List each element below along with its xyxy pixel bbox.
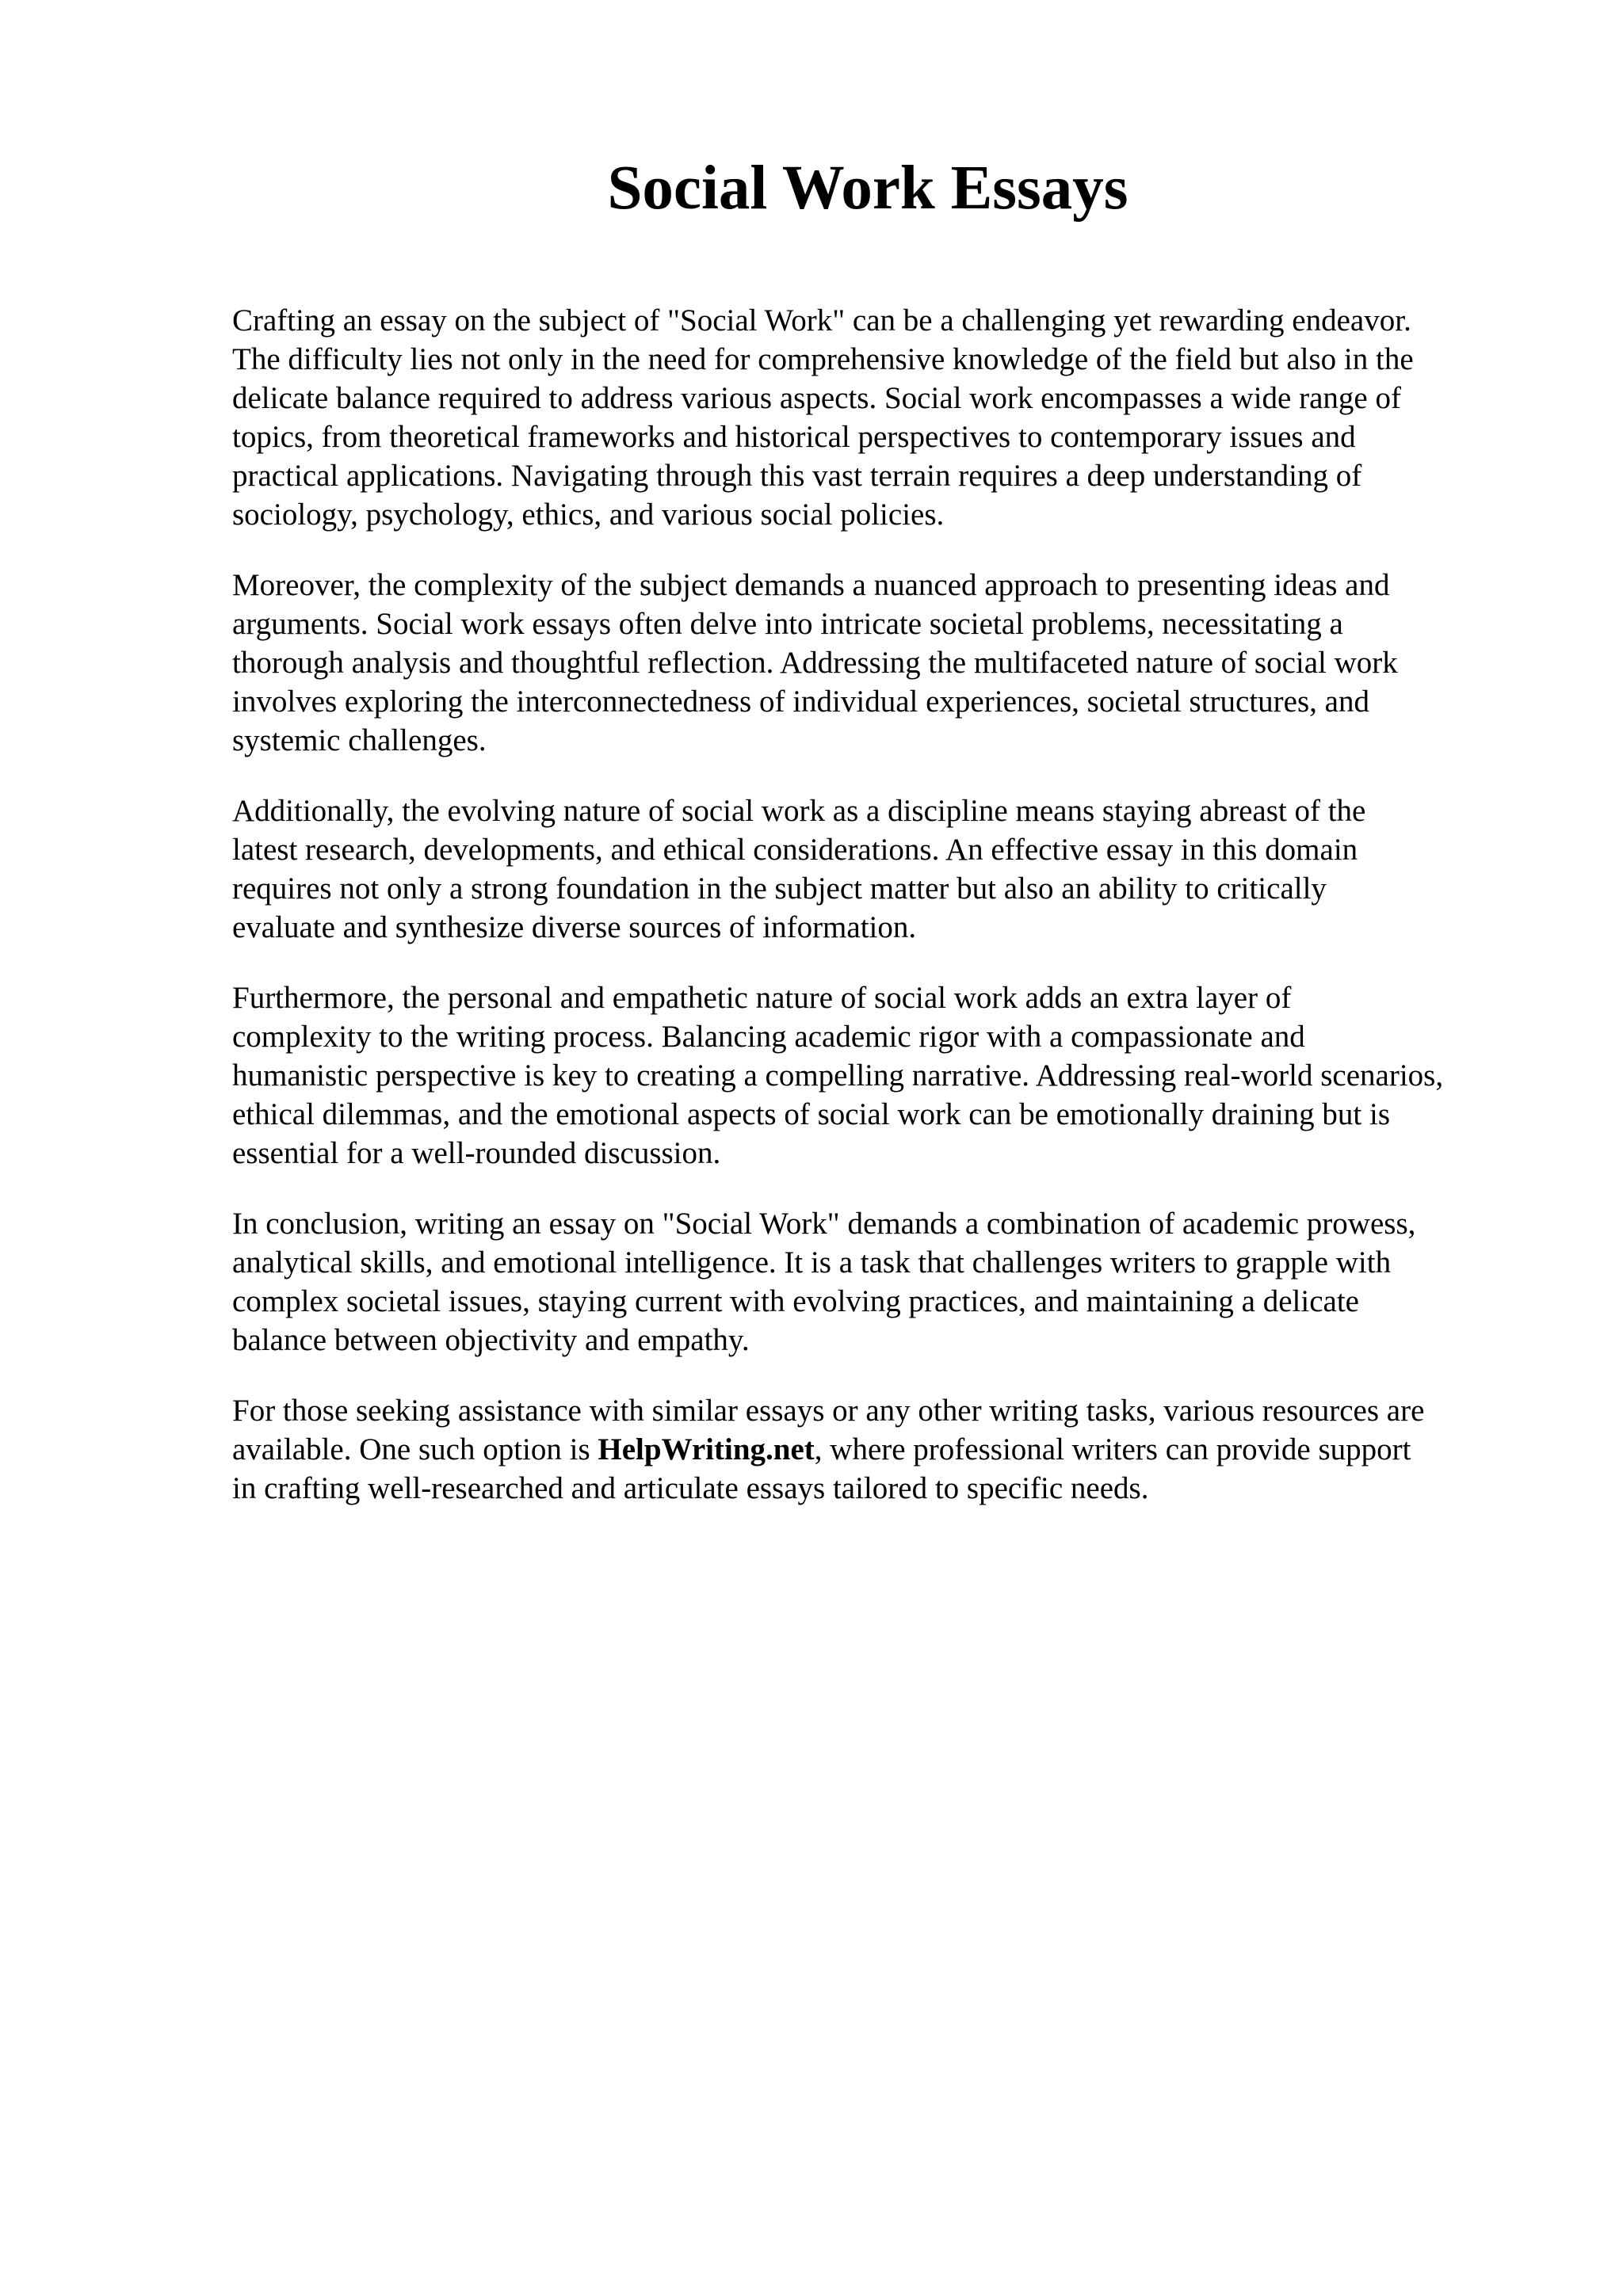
- text-line: arguments. Social work essays often delve into intricate societal problems, necessitating a: [232, 607, 1343, 641]
- closing-paragraph: [232, 1391, 1548, 1508]
- text-line: The difficulty lies not only in the need for comprehensive knowledge of the field but also in the: [232, 342, 1414, 376]
- text-line: complex societal issues, staying current with evolving practices, and maintaining a delicate: [232, 1284, 1359, 1318]
- paragraph-1: [232, 301, 1548, 534]
- text-line: Crafting an essay on the subject of "Social Work" can be a challenging yet rewarding endeavor.: [232, 303, 1411, 338]
- text-line: evaluate and synthesize diverse sources of information.: [232, 910, 917, 944]
- text-line: Furthermore, the personal and empathetic nature of social work adds an extra layer of: [232, 981, 1292, 1015]
- text-line: balance between objectivity and empathy.: [232, 1323, 750, 1357]
- paragraph-2: [232, 566, 1548, 760]
- text-line: involves exploring the interconnectedness of individual experiences, societal structures, and: [232, 685, 1369, 719]
- text-line: Moreover, the complexity of the subject demands a nuanced approach to presenting ideas and: [232, 568, 1390, 602]
- text-line-with-link: [232, 1430, 1548, 1469]
- text-line: practical applications. Navigating through this vast terrain requires a deep understanding of: [232, 459, 1362, 493]
- text-line: in crafting well-researched and articulate essays tailored to specific needs.: [232, 1471, 1149, 1505]
- text-line: essential for a well-rounded discussion.: [232, 1136, 721, 1170]
- text-line: ethical dilemmas, and the emotional aspects of social work can be emotionally draining but is: [232, 1097, 1391, 1131]
- text-line: Additionally, the evolving nature of social work as a discipline means staying abreast of the: [232, 794, 1366, 828]
- text-line: humanistic perspective is key to creating a compelling narrative. Addressing real-world scenarios,: [232, 1058, 1444, 1093]
- text-line: requires not only a strong foundation in the subject matter but also an ability to critically: [232, 871, 1327, 906]
- text-line: thorough analysis and thoughtful reflection. Addressing the multifaceted nature of social work: [232, 646, 1398, 680]
- page-title: Social Work Essays: [607, 154, 1128, 223]
- text-line: systemic challenges.: [232, 723, 487, 757]
- helpwriting-link[interactable]: HelpWriting.net: [598, 1432, 815, 1466]
- text-line: In conclusion, writing an essay on "Social Work" demands a combination of academic prowess,: [232, 1207, 1416, 1241]
- text-segment: available. One such option is: [232, 1432, 598, 1466]
- paragraph-4: [232, 978, 1548, 1173]
- paragraph-5: [232, 1204, 1548, 1360]
- text-line: latest research, developments, and ethical considerations. An effective essay in this domain: [232, 833, 1358, 867]
- text-line: topics, from theoretical frameworks and historical perspectives to contemporary issues and: [232, 420, 1356, 454]
- essay-body: [232, 301, 1548, 1539]
- text-line: analytical skills, and emotional intelligence. It is a task that challenges writers to grapple with: [232, 1245, 1392, 1280]
- text-segment: , where professional writers can provide support: [814, 1432, 1411, 1466]
- paragraph-3: [232, 791, 1548, 947]
- text-line: For those seeking assistance with similar essays or any other writing tasks, various resources are: [232, 1394, 1425, 1428]
- text-line: sociology, psychology, ethics, and various social policies.: [232, 498, 945, 532]
- text-line: delicate balance required to address various aspects. Social work encompasses a wide range of: [232, 381, 1401, 415]
- text-line: complexity to the writing process. Balancing academic rigor with a compassionate and: [232, 1020, 1305, 1054]
